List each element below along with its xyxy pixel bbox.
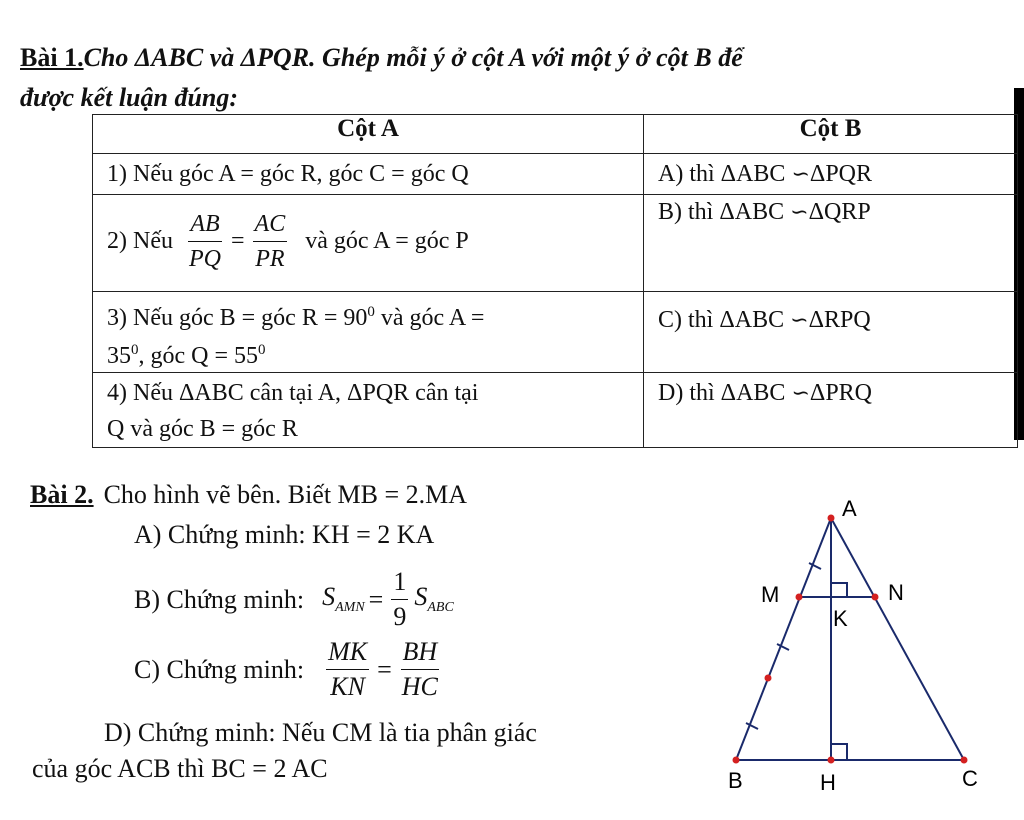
area-abc — [414, 582, 453, 616]
fraction-bh-hc — [400, 635, 440, 704]
s-letter: S — [322, 582, 336, 612]
s-letter: S — [414, 582, 428, 612]
label-c: C — [962, 766, 978, 791]
row4-line2: Q và góc B = góc R — [107, 416, 298, 442]
side-ac — [831, 518, 964, 760]
frac-numerator: BH — [401, 635, 440, 670]
degree-sup: 0 — [367, 304, 375, 320]
label-k: K — [833, 606, 848, 631]
row1-col-b — [644, 154, 1018, 195]
frac-numerator: 1 — [391, 565, 408, 600]
row3-col-b — [644, 292, 1018, 373]
frac-denominator: HC — [401, 672, 438, 701]
point-n — [872, 594, 879, 601]
row2-col-b — [644, 195, 1018, 292]
row2-a-suffix: và góc A = góc P — [305, 227, 469, 254]
similar-symbol: ∽ — [791, 161, 810, 186]
row2-a-prefix: 2) Nếu — [107, 227, 173, 254]
equals-sign: = — [368, 584, 384, 614]
frac-denominator: 9 — [393, 602, 407, 631]
exercise-1-text-line1: Cho ΔABC và ΔPQR. Ghép mỗi ý ở cột A với một ý ở cột B để — [83, 43, 743, 72]
exercise-1-label: Bài 1. — [20, 43, 84, 72]
frac-denominator: KN — [330, 672, 365, 701]
similar-symbol: ∽ — [791, 380, 810, 405]
row3-b-prefix: C) thì ΔABC — [658, 307, 785, 333]
frac-numerator: MK — [326, 635, 369, 670]
table-row — [93, 195, 1018, 292]
row4-b-prefix: D) thì ΔABC — [658, 380, 786, 406]
row2-b-suffix: ΔQRP — [808, 199, 871, 225]
row4-col-a — [93, 373, 644, 448]
point-m — [796, 594, 803, 601]
table-row — [93, 154, 1018, 195]
side-ab — [736, 518, 831, 760]
matching-table — [92, 114, 1018, 448]
s-amn-sub: AMN — [335, 600, 365, 616]
label-b: B — [728, 768, 743, 793]
point-c — [961, 757, 968, 764]
table-row — [93, 292, 1018, 373]
exercise-2-label: Bài 2. — [30, 480, 94, 509]
row2-col-a — [93, 195, 644, 292]
exercise-2-item-d-line2: của góc ACB thì BC = 2 AC — [32, 754, 328, 783]
row4-b-suffix: ΔPRQ — [809, 380, 873, 406]
exercise-2-item-b — [134, 565, 454, 634]
exercise-2-intro-text: Cho hình vẽ bên. Biết MB = 2.MA — [103, 480, 468, 509]
exercise-2-intro — [30, 480, 467, 510]
fraction-mk-kn — [326, 635, 369, 704]
label-n: N — [888, 580, 904, 605]
frac-denominator: PR — [255, 245, 285, 272]
degree-sup: 0 — [131, 342, 139, 358]
similar-symbol: ∽ — [790, 199, 809, 224]
exercise-2-item-a: A) Chứng minh: KH = 2 KA — [134, 520, 435, 549]
right-angle-k — [831, 583, 847, 597]
row4-col-b — [644, 373, 1018, 448]
point-b — [733, 757, 740, 764]
frac-numerator: AB — [188, 207, 221, 242]
column-b-header: Cột B — [644, 115, 1018, 154]
row1-b-prefix: A) thì ΔABC — [658, 161, 786, 187]
frac-numerator: AC — [253, 207, 288, 242]
area-amn — [322, 582, 365, 616]
row3-line2-mid: , góc Q = 55 — [138, 343, 259, 369]
similar-symbol: ∽ — [790, 307, 809, 332]
column-a-header: Cột A — [93, 115, 644, 154]
exercise-1-title — [20, 38, 1000, 118]
table-row — [93, 373, 1018, 448]
s-abc-sub: ABC — [427, 600, 454, 616]
exercise-2-item-d-line1: D) Chứng minh: Nếu CM là tia phân giác — [104, 718, 537, 747]
label-a: A — [842, 496, 857, 521]
row3-line1-pre: 3) Nếu góc B = góc R = 90 — [107, 305, 368, 331]
figure-lines — [736, 518, 964, 760]
degree-sup: 0 — [258, 342, 266, 358]
fraction-ac-pr — [253, 207, 288, 276]
label-m: M — [761, 582, 780, 607]
item-b-prefix: B) Chứng minh: — [134, 584, 305, 614]
exercise-1-text-line2: được kết luận đúng: — [20, 83, 239, 112]
row4-line1: 4) Nếu ΔABC cân tại A, ΔPQR cân tại — [107, 380, 479, 406]
point-h — [828, 757, 835, 764]
exercise-2-item-c — [134, 635, 444, 704]
point-mid-mb — [765, 675, 772, 682]
triangle-figure — [720, 490, 1010, 800]
label-h: H — [820, 770, 836, 795]
row2-b-prefix: B) thì ΔABC — [658, 199, 785, 225]
row1-col-a: 1) Nếu góc A = góc R, góc C = góc Q — [93, 154, 644, 195]
row3-line1-post: và góc A = — [374, 305, 485, 331]
fraction-one-ninth — [391, 565, 408, 634]
row3-b-suffix: ΔRPQ — [808, 307, 871, 333]
item-c-prefix: C) Chứng minh: — [134, 654, 305, 684]
row1-b-suffix: ΔPQR — [809, 161, 873, 187]
row3-line2-pre: 35 — [107, 343, 131, 369]
frac-denominator: PQ — [188, 245, 221, 272]
point-a — [828, 515, 835, 522]
equals-sign: = — [377, 654, 392, 684]
row3-col-a — [93, 292, 644, 373]
fraction-ab-pq — [187, 207, 223, 276]
equals-sign: = — [230, 227, 245, 254]
